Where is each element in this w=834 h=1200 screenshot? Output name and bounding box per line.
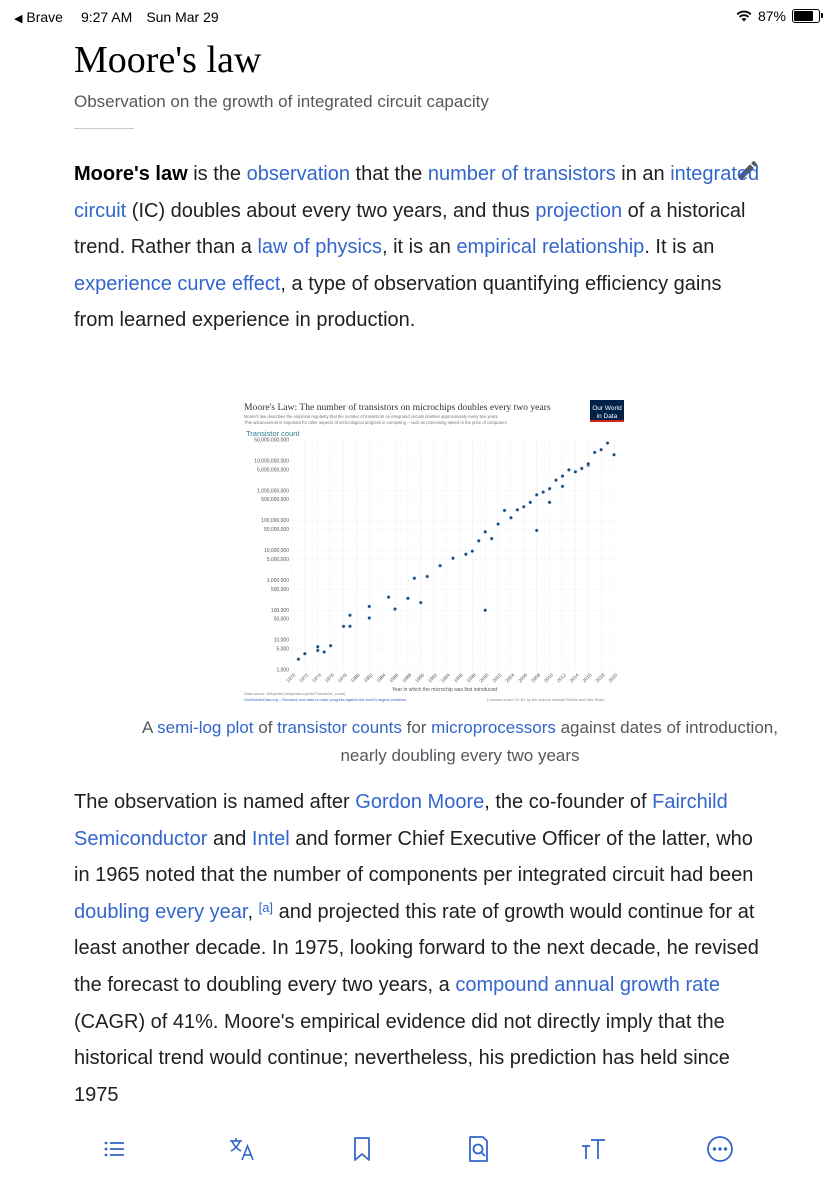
intro-paragraph (74, 156, 762, 339)
link-number-of-transistors[interactable]: number of transistors (427, 163, 616, 185)
data-point (561, 474, 564, 477)
data-point (419, 601, 422, 604)
data-point (496, 522, 499, 525)
text-size-icon[interactable] (578, 1134, 608, 1164)
y-tick-label: 5,000,000,000 (257, 467, 289, 474)
text-run: , a type of observation quantifying efficiency gains from learned experience in production. (74, 272, 722, 332)
x-tick-label: 2018 (595, 673, 607, 685)
text-run: of a historical trend. Rather than a (74, 199, 746, 259)
language-icon[interactable] (227, 1134, 257, 1164)
link-gordon-moore[interactable]: Gordon Moore (355, 791, 485, 813)
data-point (393, 607, 396, 610)
data-point (342, 625, 345, 628)
text-run: and former Chief Executive Officer of the latter, who in 1965 noted that the number of components per integrated circuit had been (74, 827, 754, 887)
link-microprocessors[interactable]: microprocessors (431, 718, 556, 737)
x-tick-label: 1984 (376, 673, 388, 685)
status-bar (0, 0, 834, 36)
link-empirical-relationship[interactable]: empirical relationship (456, 236, 645, 259)
data-point (612, 453, 615, 456)
figure-caption (120, 714, 800, 770)
status-date: Sun Mar 29 (146, 9, 219, 25)
x-tick-label: 2012 (556, 673, 568, 685)
battery-icon (792, 9, 820, 23)
y-tick-label: 5,000 (276, 646, 289, 653)
data-point (554, 478, 557, 481)
link-semi-log-plot[interactable]: semi-log plot (157, 718, 254, 737)
data-point (574, 470, 577, 473)
data-point (529, 501, 532, 504)
y-tick-label: 1,000 (276, 667, 289, 674)
x-tick-label: 1990 (414, 673, 426, 685)
text-run: (CAGR) of 41%. Moore's empirical evidence did not directly imply that the historical trend would continue; nevertheless, his prediction has held since 1975 (74, 1010, 730, 1106)
data-point (580, 467, 583, 470)
history-paragraph (74, 784, 762, 1113)
x-tick-label: 2004 (505, 673, 517, 685)
data-point (484, 530, 487, 533)
x-tick-label: 1970 (286, 673, 298, 685)
data-point (297, 657, 300, 660)
logo-line-1: Our World (592, 405, 622, 412)
y-tick-label: 100,000,000 (261, 518, 289, 525)
data-point (413, 577, 416, 580)
data-point (541, 490, 544, 493)
x-tick-label: 1988 (402, 673, 414, 685)
y-tick-label: 50,000,000 (263, 527, 289, 534)
x-tick-label: 1976 (324, 673, 336, 685)
x-tick-label: 1986 (389, 673, 401, 685)
data-point (387, 595, 390, 598)
link-integrated-circuit[interactable]: integrated circuit (74, 163, 760, 222)
reference-label: [a] (258, 899, 274, 915)
data-point (593, 451, 596, 454)
link-transistor-counts[interactable]: transistor counts (277, 718, 402, 737)
x-tick-label: 2006 (517, 673, 530, 685)
data-point (484, 609, 487, 612)
x-tick-label: 2000 (479, 673, 491, 685)
x-tick-label: 2014 (569, 673, 581, 685)
data-point (406, 597, 409, 600)
page-subtitle: Observation on the growth of integrated circuit capacity (74, 92, 489, 111)
data-point (368, 605, 371, 608)
x-tick-label: 2020 (608, 673, 620, 685)
status-time: 9:27 AM (80, 9, 133, 25)
page-title: Moore's law (74, 39, 262, 81)
back-to-app[interactable] (14, 9, 63, 25)
reference-a[interactable] (259, 901, 273, 923)
link-projection[interactable]: projection (535, 199, 623, 222)
data-point (516, 508, 519, 511)
x-tick-label: 2002 (492, 673, 504, 685)
text-run: (IC) doubles about every two years, and thus (126, 199, 536, 222)
text-run: The observation is named after (74, 791, 356, 813)
x-tick-label: 2010 (543, 673, 555, 685)
data-point (606, 441, 609, 444)
data-point (477, 539, 480, 542)
link-doubling-every-year[interactable]: doubling every year (74, 900, 248, 923)
data-point (587, 462, 590, 465)
link-cagr[interactable]: compound annual growth rate (455, 973, 720, 996)
y-tick-label: 10,000 (273, 637, 289, 644)
text-run: in an (615, 163, 671, 185)
y-ticks (254, 438, 289, 674)
y-tick-label: 1,000,000,000 (257, 488, 289, 495)
caption-text: for (401, 718, 432, 737)
data-point (438, 564, 441, 567)
link-experience-curve-effect[interactable]: experience curve effect (74, 272, 281, 295)
caption-text: A (142, 718, 158, 737)
data-point (471, 549, 474, 552)
back-app-label: Brave (26, 9, 63, 25)
link-law-of-physics[interactable]: law of physics (257, 236, 382, 259)
caption-text: of (253, 718, 278, 737)
data-point (490, 537, 493, 540)
data-point (503, 509, 506, 512)
bold-term: Moore's law (74, 163, 188, 185)
x-tick-label: 1974 (311, 673, 323, 685)
y-tick-label: 10,000,000 (263, 548, 289, 555)
battery-percent: 87% (757, 8, 786, 24)
data-point (426, 575, 429, 578)
logo-line-2: in Data (596, 413, 618, 420)
text-run: that the (350, 163, 428, 185)
data-point (599, 448, 602, 451)
x-tick-label: 1978 (337, 673, 349, 685)
x-tick-label: 1996 (453, 673, 465, 685)
data-point (535, 493, 538, 496)
text-run: . It is an (644, 236, 715, 259)
contents-icon[interactable] (100, 1134, 130, 1164)
data-point (509, 516, 512, 519)
x-tick-label: 2016 (582, 673, 594, 685)
wifi-icon (736, 10, 752, 22)
link-observation[interactable]: observation (246, 163, 350, 185)
title-divider (74, 128, 134, 129)
data-point (368, 616, 371, 619)
more-options-icon[interactable] (705, 1134, 735, 1164)
data-point (316, 645, 319, 648)
x-tick-label: 1994 (440, 673, 452, 685)
y-axis-label: Transistor count (246, 429, 300, 438)
back-arrow-icon: ◀ (14, 13, 23, 25)
data-point (548, 501, 551, 504)
text-run: , it is an (381, 236, 457, 259)
x-tick-label: 1992 (427, 673, 439, 685)
data-point (451, 557, 454, 560)
y-tick-label: 5,000,000 (266, 556, 289, 563)
y-tick-label: 1,000,000 (266, 577, 289, 584)
text-run: and (207, 827, 252, 850)
chart-grid (292, 440, 614, 670)
data-point (464, 553, 467, 556)
x-tick-label: 1972 (298, 673, 311, 685)
text-run: is the (187, 163, 247, 185)
x-axis-label: Year in which the microchip was first introduced (392, 687, 498, 693)
x-tick-label: 1980 (350, 673, 362, 685)
x-ticks (285, 672, 619, 684)
link-intel[interactable]: Intel (251, 827, 290, 850)
moores-law-chart[interactable] (242, 398, 624, 704)
data-point (535, 529, 538, 532)
bottom-toolbar (0, 1124, 834, 1174)
y-tick-label: 50,000,000,000 (254, 437, 289, 444)
y-tick-label: 10,000,000,000 (254, 458, 289, 465)
owid-logo (590, 400, 624, 422)
x-tick-label: 2008 (530, 673, 542, 685)
license: Licensed under CC-BY by the authors Hannah Ritchie and Max Roser. (487, 698, 606, 702)
y-tick-label: 500,000 (270, 586, 289, 593)
data-source: Data source: Wikipedia (wikipedia.org/wiki/Transistor_count) (244, 692, 346, 696)
data-point (567, 468, 570, 471)
caption-text: against dates of introduction, nearly doubling every two years (340, 718, 778, 765)
text-run: and projected this rate of growth would continue for at least another decade. In 1975, looking forward to the next decade, he revised the forecast to doubling every two years, a (74, 900, 759, 996)
figure-desc-2: This advancement is important for other aspects of technological progress in computing – such as processing speed or the price of computers. (244, 420, 508, 425)
data-point (348, 614, 351, 617)
y-tick-label: 50,000 (273, 616, 289, 623)
y-tick-label: 500,000,000 (261, 497, 289, 504)
data-point (548, 487, 551, 490)
data-point (303, 652, 306, 655)
y-tick-label: 100,000 (270, 607, 289, 614)
bookmark-icon[interactable] (347, 1134, 377, 1164)
data-point (323, 650, 326, 653)
data-point (329, 644, 332, 647)
figure-desc-1: Moore's law describes the empirical regularity that the number of transistors on integrated circuits doubles approximately every two years. (244, 414, 499, 419)
data-points (297, 441, 616, 661)
x-tick-label: 1982 (363, 673, 375, 685)
owid-tagline: OurWorldInData.org – Research and data to make progress against the world's largest problems. (244, 698, 408, 702)
data-point (561, 485, 564, 488)
data-point (522, 505, 525, 508)
x-tick-label: 1998 (466, 673, 478, 685)
text-run: , the co-founder of (484, 791, 653, 813)
figure-title: Moore's Law: The number of transistors on microchips doubles every two years (244, 402, 551, 413)
find-in-page-icon[interactable] (463, 1134, 493, 1164)
link-fairchild-semiconductor[interactable]: Fairchild Semiconductor (74, 791, 728, 850)
data-point (348, 625, 351, 628)
text-run: , (247, 900, 259, 923)
data-point (316, 649, 319, 652)
